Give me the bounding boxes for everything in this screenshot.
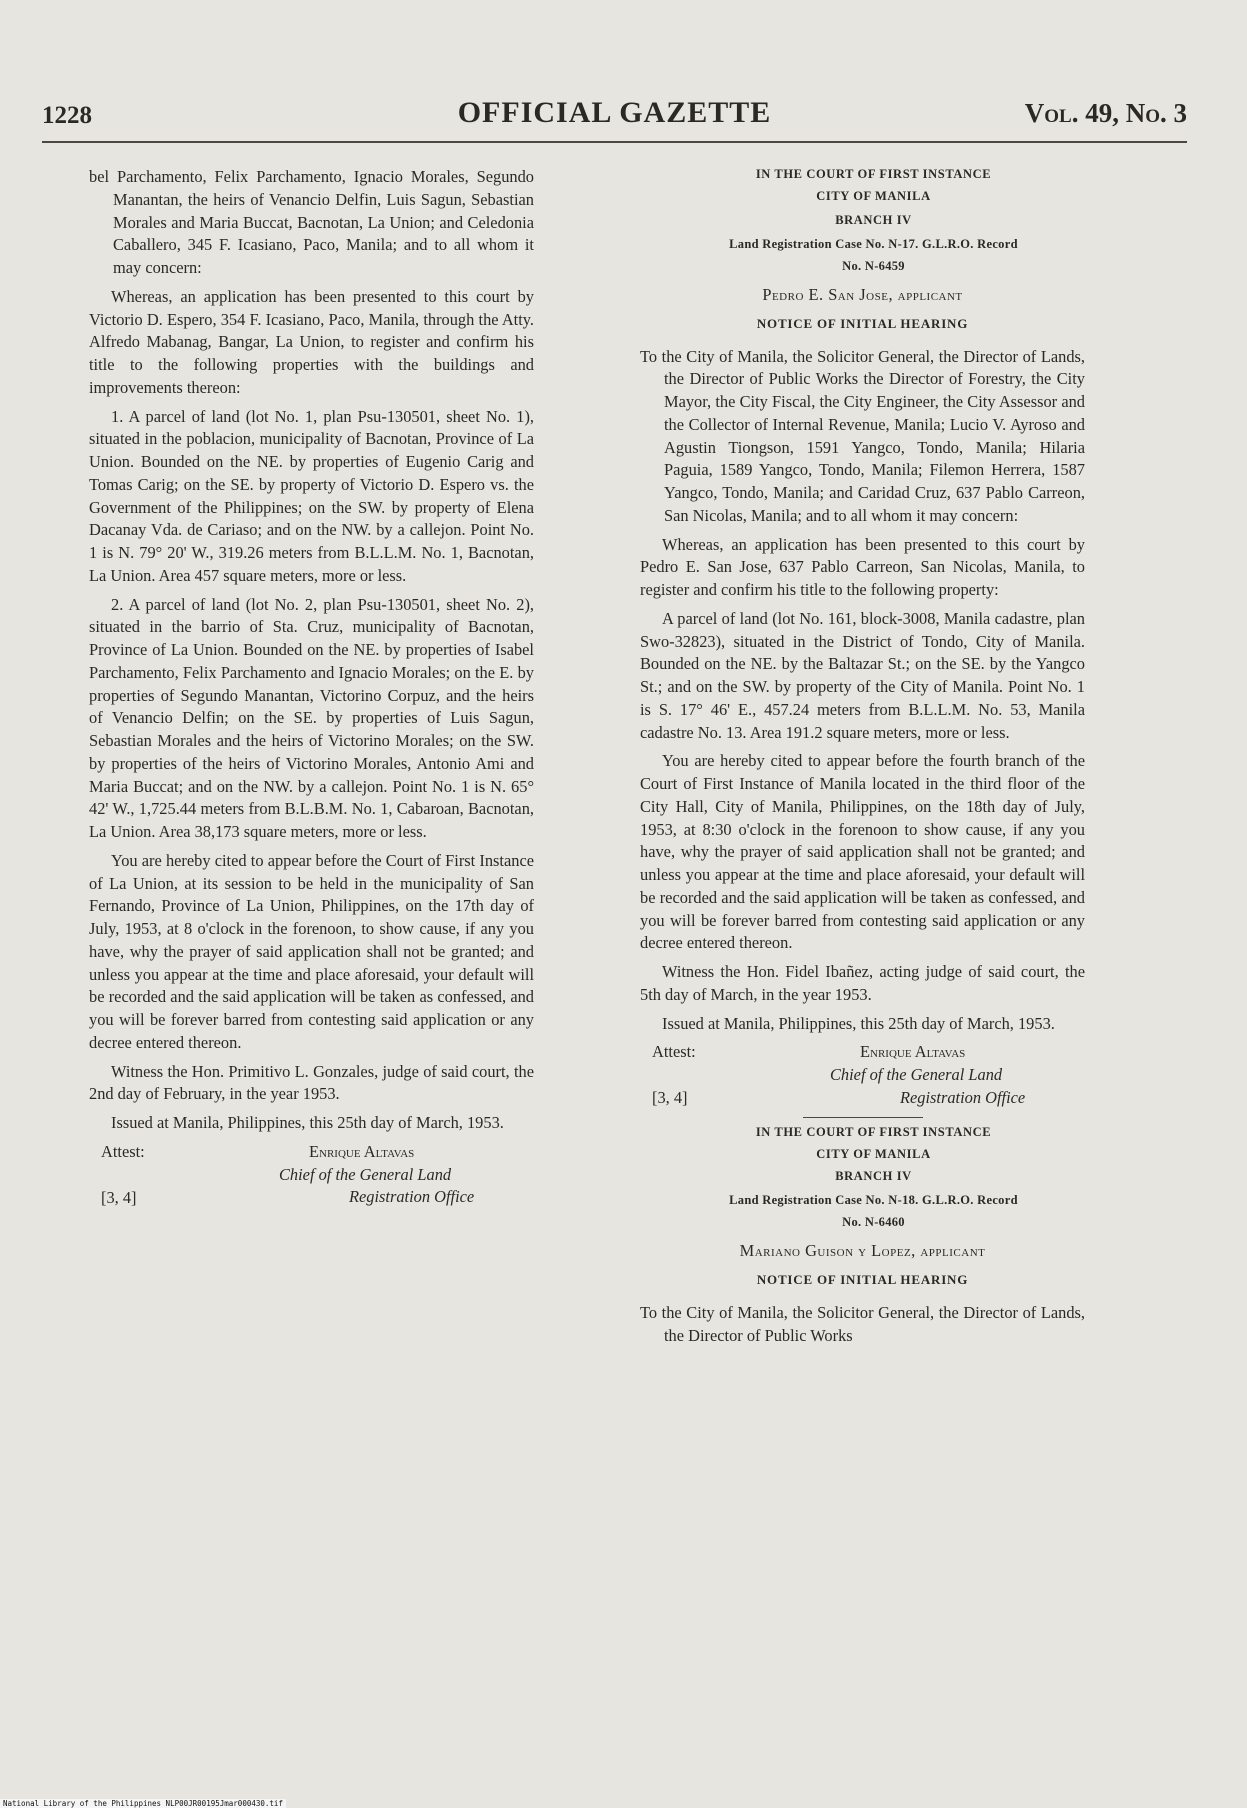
court-heading: IN THE COURT OF FIRST INSTANCE bbox=[755, 1125, 992, 1140]
page-number: 1228 bbox=[42, 102, 92, 129]
volume-number: Vol. 49, No. 3 bbox=[1024, 98, 1187, 128]
signer-name: Enrique Altavas bbox=[309, 1141, 415, 1161]
right-column bbox=[640, 166, 1085, 1353]
witness-paragraph: Witness the Hon. Primitivo L. Gonzales, judge of said court, the 2nd day of February, in the year 1953. bbox=[89, 1061, 534, 1104]
witness-paragraph: Witness the Hon. Fidel Ibañez, acting judge of said court, the 5th day of March, in the year 1953. bbox=[640, 962, 1085, 1004]
section-divider bbox=[803, 1117, 923, 1118]
issue-reference: [3, 4] bbox=[652, 1088, 688, 1108]
addressee-paragraph: To the City of Manila, the Solicitor General, the Director of Lands, the Director of Public Works bbox=[640, 1302, 1085, 1345]
notice-n17 bbox=[640, 166, 1085, 1111]
issue-reference: [3, 4] bbox=[101, 1187, 137, 1207]
applicant-line: Mariano Guison y Lopez, applicant bbox=[739, 1241, 986, 1261]
whereas-paragraph: Whereas, an application has been presented to this court by Pedro E. San Jose, 637 Pablo Carreon, San Nicolas, Manila, to register and confirm his title to the following property: bbox=[640, 534, 1085, 599]
case-record-line-1: Land Registration Case No. N-17. G.L.R.O. Record bbox=[729, 237, 1018, 251]
issued-paragraph: Issued at Manila, Philippines, this 25th day of March, 1953. bbox=[111, 1113, 504, 1132]
citation-paragraph: You are hereby cited to appear before the Court of First Instance of La Union, at its session to be held in the municipality of San Fernando, Province of La Union, Philippines, on the 17th day of July, 1953, at 8 o'clock in the forenoon, to show cause, if any you have, why the prayer of said application shall not be granted; and unless you appear at the time and place aforesaid, your default will be recorded and the said application will be taken as confessed, and you will be forever barred from contesting said application or any decree entered thereon. bbox=[89, 850, 534, 1052]
notice-title: NOTICE OF INITIAL HEARING bbox=[756, 315, 969, 331]
citation-paragraph: You are hereby cited to appear before the fourth branch of the Court of First Instance of Manila located in the third floor of the City Hall, City of Manila, Philippines, on the 18th day of July, 1953, at 8:30 o'clock in the forenoon to show cause, if any you have, why the prayer of said application shall not be granted; and unless you appear at the time and place aforesaid, your default will be recorded and the said application will be taken as confessed, and you will be forever barred from contesting said application or any decree entered thereon. bbox=[640, 751, 1085, 953]
signer-title-line-2: Registration Office bbox=[349, 1187, 475, 1207]
court-heading: IN THE COURT OF FIRST INSTANCE bbox=[755, 167, 992, 181]
parcel-paragraph: A parcel of land (lot No. 161, block-3008, Manila cadastre, plan Swo-32823), situated in the District of Tondo, City of Manila. Bounded on the NE. by the Baltazar St.; on the SE. by the Yangco St.; and on the SW. by property of the City of Manila. Point No. 1 is S. 17° 46' E., 457.24 meters from B.L.L.M. No. 53, Manila cadastre No. 13. Area 191.2 square meters, more or less. bbox=[640, 608, 1085, 742]
case-record-line-1: Land Registration Case No. N-18. G.L.R.O. Record bbox=[729, 1193, 1018, 1208]
page-header bbox=[42, 96, 1187, 136]
signer-title-line-1: Chief of the General Land bbox=[279, 1164, 452, 1184]
notice-title: NOTICE OF INITIAL HEARING bbox=[756, 1272, 969, 1287]
publication-title: OFFICIAL GAZETTE bbox=[457, 96, 772, 129]
addressee-paragraph: To the City of Manila, the Solicitor General, the Director of Lands, the Director of Public Works the Director of Forestry, the City Mayor, the City Fiscal, the City Engineer, the City Assessor and the Collector of Internal Revenue, Manila; Lucio V. Ayroso and Agustin Tiongson, 1591 Yangco, Tondo, Manila; Hilaria Paguia, 1589 Yangco, Tondo, Manila; Filemon Herrera, 1587 Yangco, Tondo, Manila; and Caridad Cruz, 637 Pablo Carreon, San Nicolas, Manila; and to all whom it may concern: bbox=[640, 346, 1085, 525]
whereas-paragraph: Whereas, an application has been presented to this court by Victorio D. Espero, 354 F. Icasiano, Paco, Manila, through the Atty. Alfredo Mabanag, Bangar, La Union, to register and confirm his title to the following properties with the buildings and improvements thereon: bbox=[89, 286, 534, 397]
signer-name: Enrique Altavas bbox=[860, 1042, 966, 1062]
court-city: CITY OF MANILA bbox=[816, 189, 931, 203]
notice-n18 bbox=[640, 1124, 1085, 1347]
scan-footer: National Library of the Philippines NLP00JR00195Jmar000430.tif bbox=[0, 1799, 286, 1808]
court-branch: BRANCH IV bbox=[835, 1169, 912, 1184]
attest-label: Attest: bbox=[101, 1141, 145, 1161]
signature-block bbox=[830, 1041, 1085, 1109]
applicant-line: Pedro E. San Jose, applicant bbox=[762, 285, 963, 304]
addressee-paragraph: bel Parchamento, Felix Parchamento, Ignacio Morales, Segundo Manantan, the heirs of Venancio Delfin, Luis Sagun, Sebastian Morales and Maria Buccat, Bacnotan, La Union; and Celedonia Caballero, 345 F. Icasiano, Paco, Manila; and to all whom it may concern: bbox=[89, 167, 534, 277]
signature-block bbox=[279, 1141, 534, 1209]
issued-paragraph: Issued at Manila, Philippines, this 25th day of March, 1953. bbox=[662, 1013, 1055, 1033]
attest-block bbox=[640, 1041, 1085, 1111]
parcel-2-paragraph: 2. A parcel of land (lot No. 2, plan Psu-130501, sheet No. 2), situated in the barrio of Sta. Cruz, municipality of Bacnotan, Province of La Union. Bounded on the NE. by properties of Isabel Parchamento, Felix Parchamento and Ignacio Morales; on the E. by properties of Segundo Manantan, Victorino Corpuz, and the heirs of Venancio Delfin; on the SE. by properties of Luis Sagun, Sebastian Morales and the heirs of Victorino Morales; on the SW. by properties of the heirs of Victorino Morales, Antonio Ami and Maria Buccat; and on the NW. by a callejon. Point No. 1 is N. 65° 42' W., 1,725.44 meters from B.L.B.M. No. 1, Cabaroan, Bacnotan, La Union. Area 38,173 square meters, more or less. bbox=[89, 594, 534, 841]
signer-title-line-1: Chief of the General Land bbox=[830, 1065, 1003, 1084]
attest-block bbox=[89, 1141, 534, 1211]
signer-title-line-2: Registration Office bbox=[900, 1087, 1026, 1107]
header-rule bbox=[42, 141, 1187, 143]
left-column bbox=[89, 166, 534, 1211]
court-branch: BRANCH IV bbox=[835, 213, 912, 227]
case-record-line-2: No. N-6460 bbox=[842, 1215, 905, 1230]
court-city: CITY OF MANILA bbox=[816, 1147, 931, 1162]
attest-label: Attest: bbox=[652, 1042, 696, 1062]
case-record-line-2: No. N-6459 bbox=[842, 259, 905, 273]
parcel-1-paragraph: 1. A parcel of land (lot No. 1, plan Psu-130501, sheet No. 1), situated in the poblacion, municipality of Bacnotan, Province of La Union. Bounded on the NE. by properties of Eugenio Carig and Tomas Carig; on the SE. by property of Victorio D. Espero vs. the Government of the Philippines; on the SW. by property of Elena Dacanay Vda. de Cariaso; and on the NW. by a callejon. Point No. 1 is N. 79° 20' W., 319.26 meters from B.L.L.M. No. 1, Bacnotan, La Union. Area 457 square meters, more or less. bbox=[89, 406, 534, 585]
